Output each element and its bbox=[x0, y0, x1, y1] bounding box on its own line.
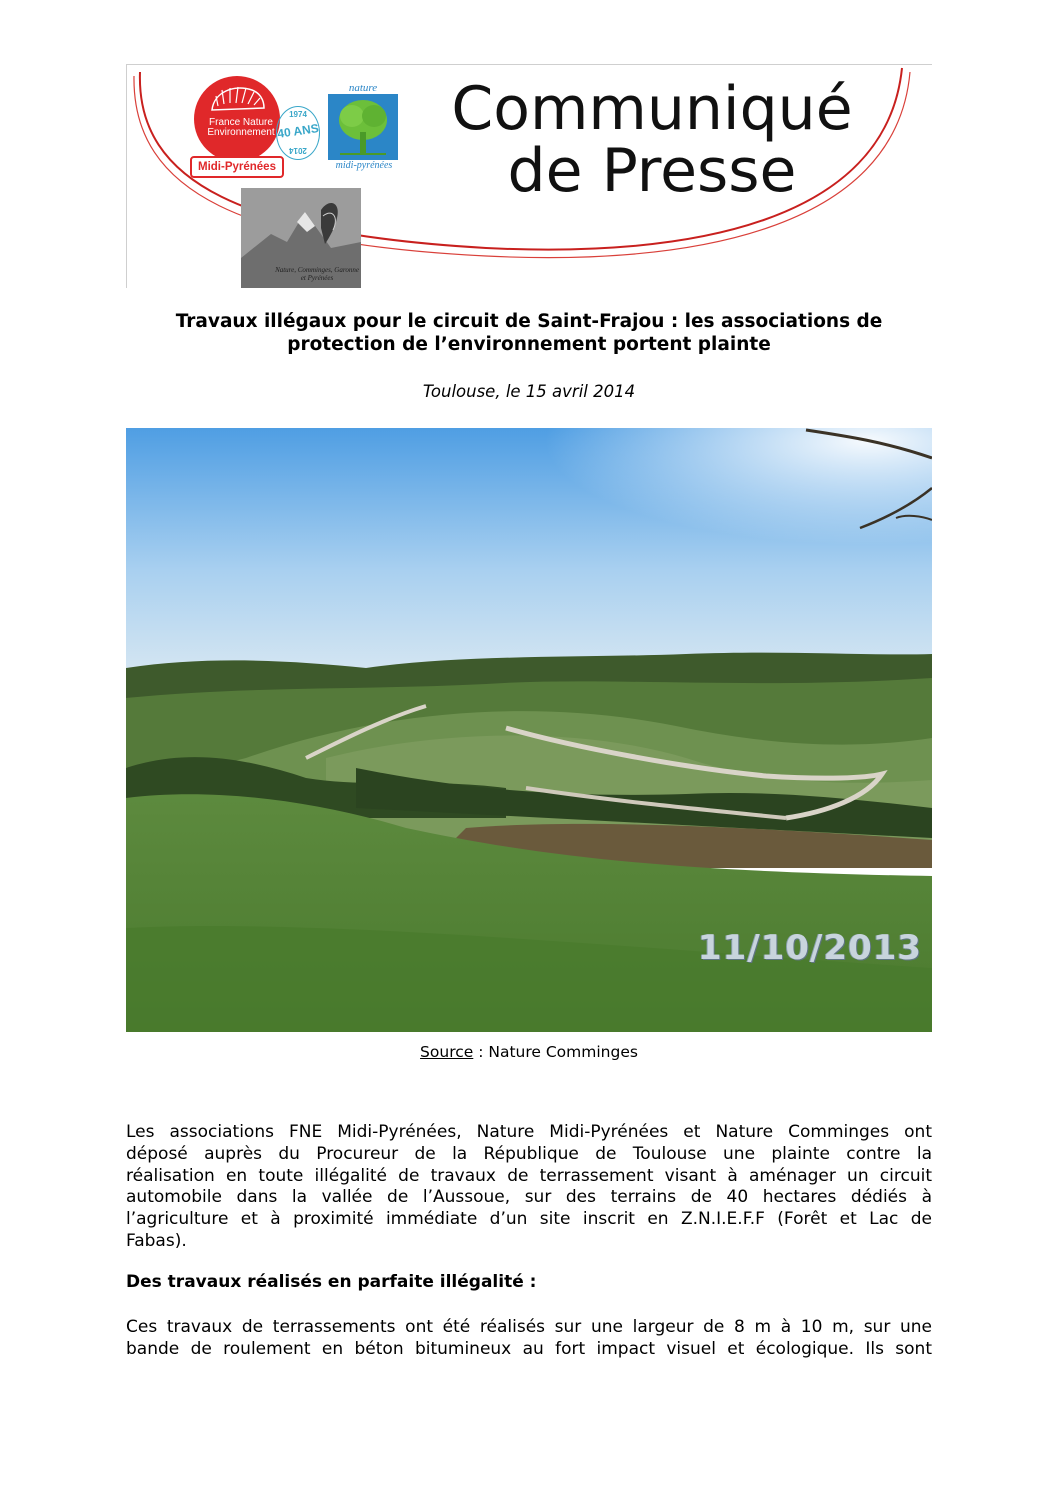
fne-line2: Environnement bbox=[207, 127, 275, 138]
communique-title bbox=[432, 74, 872, 206]
section-heading: Des travaux réalisés en parfaite illégalité : bbox=[126, 1272, 537, 1292]
paragraph-line: automobile dans la vallée de l’Aussoue, sur des terrains de 40 hectares dédiés à bbox=[126, 1187, 932, 1208]
nature-midi-pyrenees-logo bbox=[328, 84, 400, 176]
paragraph-line: Fabas). bbox=[126, 1230, 187, 1251]
headline-line2: protection de l’environnement portent plainte bbox=[287, 334, 771, 355]
fne-name bbox=[198, 118, 284, 138]
communique-title-line1: Communiqué bbox=[451, 74, 853, 144]
anniversary-year-bottom: 2014 bbox=[289, 146, 307, 155]
communique-title-line2: de Presse bbox=[507, 136, 797, 206]
photo-date-stamp: 11/10/2013 bbox=[698, 928, 923, 968]
landscape-photo bbox=[126, 428, 932, 1032]
paragraph-line: déposé auprès du Procureur de la République de Toulouse une plainte contre la bbox=[126, 1143, 932, 1164]
dateline: Toulouse, le 15 avril 2014 bbox=[422, 382, 636, 401]
hedgehog-icon bbox=[208, 84, 266, 112]
fne-line1: France Nature bbox=[209, 117, 273, 128]
source-label: Source bbox=[420, 1043, 474, 1061]
nature-logo-box bbox=[328, 94, 398, 160]
anniversary-year-top: 1974 bbox=[289, 110, 307, 119]
comminges-caption: Nature, Comminges, Garonne et Pyrénées bbox=[275, 266, 359, 282]
paragraph-line: réalisation en toute illégalité de travaux de terrassement visant à aménager un circuit bbox=[126, 1165, 932, 1186]
paragraph-line: bande de roulement en béton bitumineux au fort impact visuel et écologique. Ils sont bbox=[126, 1338, 932, 1359]
photo-credit bbox=[126, 1043, 932, 1061]
intro-paragraph bbox=[126, 1122, 932, 1253]
source-value: Nature Comminges bbox=[488, 1043, 638, 1061]
fne-midi-pyrenees-logo bbox=[190, 76, 286, 180]
section-paragraph bbox=[126, 1317, 932, 1361]
article-headline bbox=[126, 310, 932, 356]
anniversary-40-ans-badge bbox=[276, 106, 322, 162]
paragraph-line: Les associations FNE Midi-Pyrénées, Nature Midi-Pyrénées et Nature Comminges ont bbox=[126, 1122, 932, 1142]
nature-comminges-logo bbox=[241, 188, 361, 288]
paragraph-line: l’agriculture et à proximité immédiate d’un site inscrit en Z.N.I.E.F.F (Forêt et Lac de bbox=[126, 1209, 932, 1230]
source-separator: : bbox=[473, 1043, 489, 1061]
anniversary-label: 40 ANS bbox=[276, 121, 320, 141]
tree-icon bbox=[328, 94, 398, 160]
fne-circle bbox=[194, 76, 280, 162]
headline-line1: Travaux illégaux pour le circuit de Saint-Frajou : les associations de bbox=[175, 311, 883, 332]
nature-logo-bottom-text: midi-pyrénées bbox=[335, 160, 393, 171]
press-release-banner bbox=[126, 64, 932, 288]
fne-region-label: Midi-Pyrénées bbox=[190, 156, 284, 178]
paragraph-line: Ces travaux de terrassements ont été réalisés sur une largeur de 8 m à 10 m, sur une bbox=[126, 1317, 932, 1337]
nature-logo-top-text: nature bbox=[348, 82, 378, 94]
